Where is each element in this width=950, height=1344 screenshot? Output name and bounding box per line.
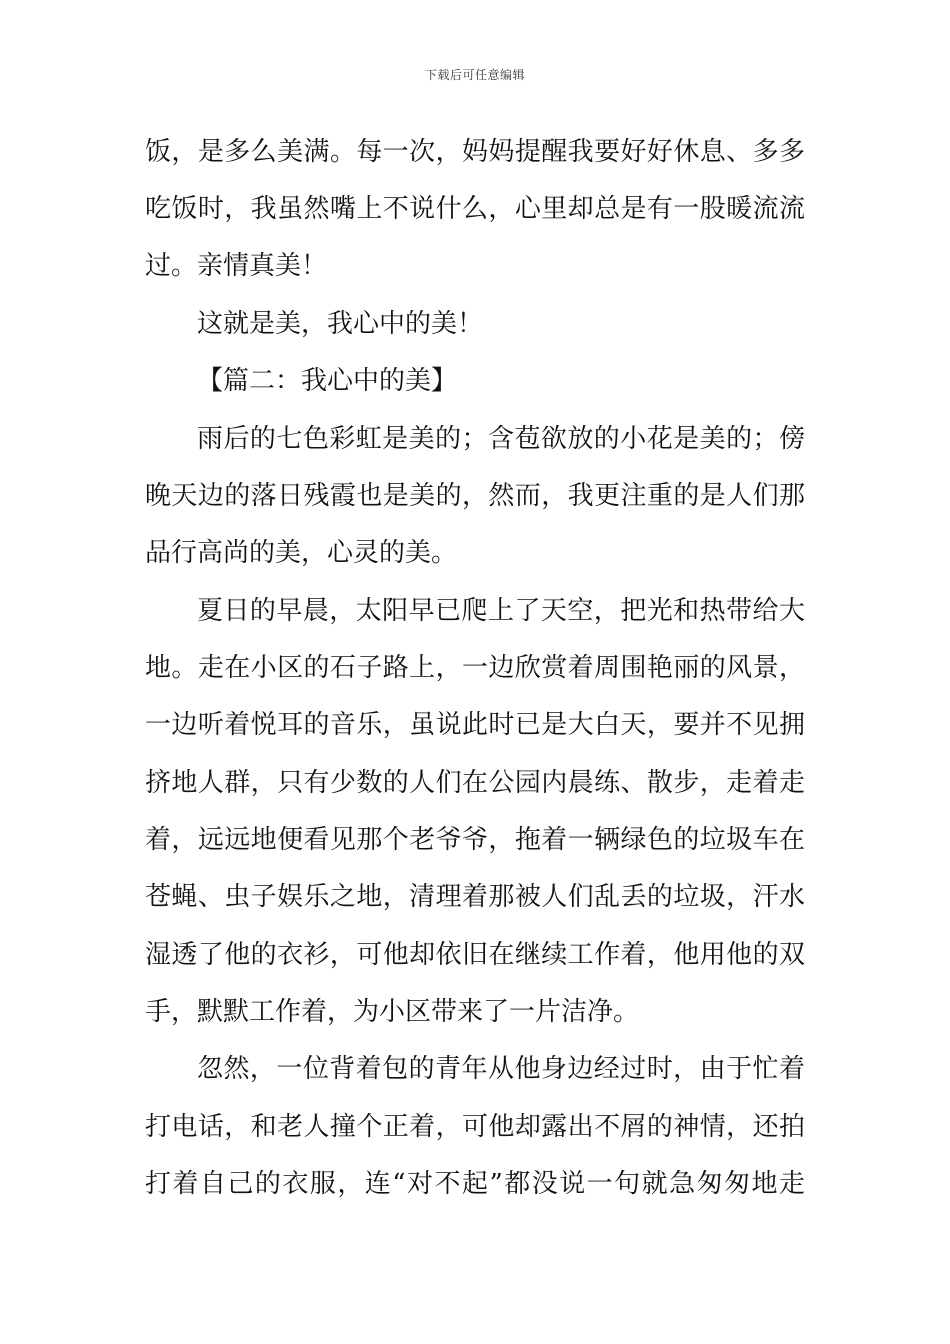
text-line: 打着自己的衣服，连“对不起”都没说一句就急匆匆地走 <box>145 1169 805 1199</box>
text-line: 地。走在小区的石子路上，一边欣赏着周围艳丽的风景， <box>145 653 805 683</box>
text-line: 晚天边的落日残霞也是美的，然而，我更注重的是人们那 <box>145 481 805 511</box>
text-line: 手，默默工作着，为小区带来了一片洁净。 <box>145 997 640 1027</box>
text-line: 雨后的七色彩虹是美的；含苞欲放的小花是美的；傍 <box>197 424 805 454</box>
text-line: 着，远远地便看见那个老爷爷，拖着一辆绿色的垃圾车在 <box>145 825 805 855</box>
text-line: 饭，是多么美满。每一次，妈妈提醒我要好好休息、多多 <box>145 137 805 167</box>
section-heading: 【篇二：我心中的美】 <box>197 366 458 396</box>
text-line: 品行高尚的美，心灵的美。 <box>145 538 458 568</box>
text-line: 吃饭时，我虽然嘴上不说什么，心里却总是有一股暖流流 <box>145 194 805 224</box>
page-header-note: 下载后可任意编辑 <box>424 68 525 82</box>
text-line: 过。亲情真美！ <box>145 251 328 281</box>
text-line: 挤地人群，只有少数的人们在公园内晨练、散步，走着走 <box>145 768 805 798</box>
text-line: 夏日的早晨，太阳早已爬上了天空，把光和热带给大 <box>197 596 805 626</box>
text-line: 一边听着悦耳的音乐，虽说此时已是大白天，要并不见拥 <box>145 710 805 740</box>
text-line: 这就是美，我心中的美！ <box>197 309 484 339</box>
text-line: 忽然，一位背着包的青年从他身边经过时，由于忙着 <box>197 1054 805 1084</box>
text-line: 苍蝇、虫子娱乐之地，清理着那被人们乱丢的垃圾，汗水 <box>145 882 805 912</box>
text-line: 打电话，和老人撞个正着，可他却露出不屑的神情，还拍 <box>145 1112 805 1142</box>
text-line: 湿透了他的衣衫，可他却依旧在继续工作着，他用他的双 <box>145 940 805 970</box>
